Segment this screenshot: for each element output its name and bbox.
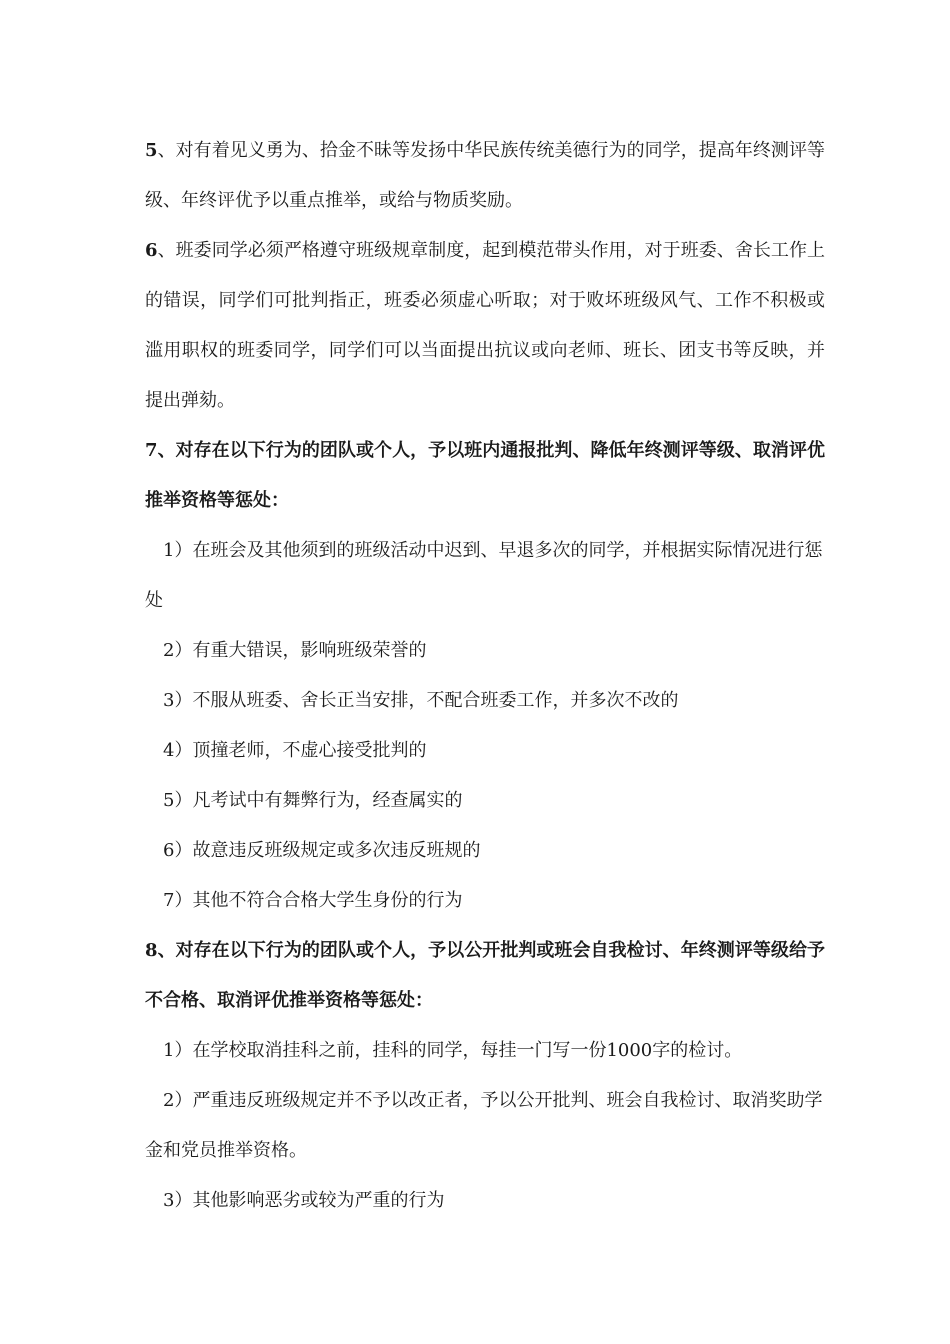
paragraph-5-number: 5 [145, 140, 158, 161]
paragraph-6-number: 6 [145, 240, 158, 261]
list-item: 7）其他不符合合格大学生身份的行为 [163, 890, 463, 911]
paragraph-6 [145, 226, 825, 426]
list-item: 4）顶撞老师，不虚心接受批判的 [163, 740, 427, 761]
paragraph-6-text: 、班委同学必须严格遵守班级规章制度，起到模范带头作用，对于班委、舍长工作上的错误，同学们可批判指正，班委必须虚心听取；对于败坏班级风气、工作不积极或滥用职权的班委同学，同学们可以当面提出抗议或向老师、班长、团支书等反映，并提出弹劾。 [145, 240, 825, 411]
paragraph-8-heading: 8、对存在以下行为的团队或个人，予以公开批判或班会自我检讨、年终测评等级给予不合格、取消评优推举资格等惩处： [145, 940, 825, 1011]
paragraph-5 [145, 126, 825, 226]
document-body [145, 126, 825, 1226]
list-item: 3）其他影响恶劣或较为严重的行为 [163, 1190, 445, 1211]
list-item: 2）有重大错误，影响班级荣誉的 [163, 640, 427, 661]
paragraph-7-heading: 7、对存在以下行为的团队或个人，予以班内通报批判、降低年终测评等级、取消评优推举资格等惩处： [145, 440, 825, 511]
list-item: 3）不服从班委、舍长正当安排，不配合班委工作，并多次不改的 [163, 690, 679, 711]
list-item: 6）故意违反班级规定或多次违反班规的 [163, 840, 481, 861]
paragraph-5-text: 、对有着见义勇为、拾金不昧等发扬中华民族传统美德行为的同学，提高年终测评等级、年终评优予以重点推举，或给与物质奖励。 [145, 140, 825, 211]
list-item: 1）在学校取消挂科之前，挂科的同学，每挂一门写一份1000字的检讨。 [163, 1040, 743, 1061]
list-item: 2）严重违反班级规定并不予以改正者，予以公开批判、班会自我检讨、取消奖助学金和党员推举资格。 [145, 1090, 823, 1161]
list-item: 5）凡考试中有舞弊行为，经查属实的 [163, 790, 463, 811]
list-item: 1）在班会及其他须到的班级活动中迟到、早退多次的同学，并根据实际情况进行惩处 [145, 540, 823, 611]
